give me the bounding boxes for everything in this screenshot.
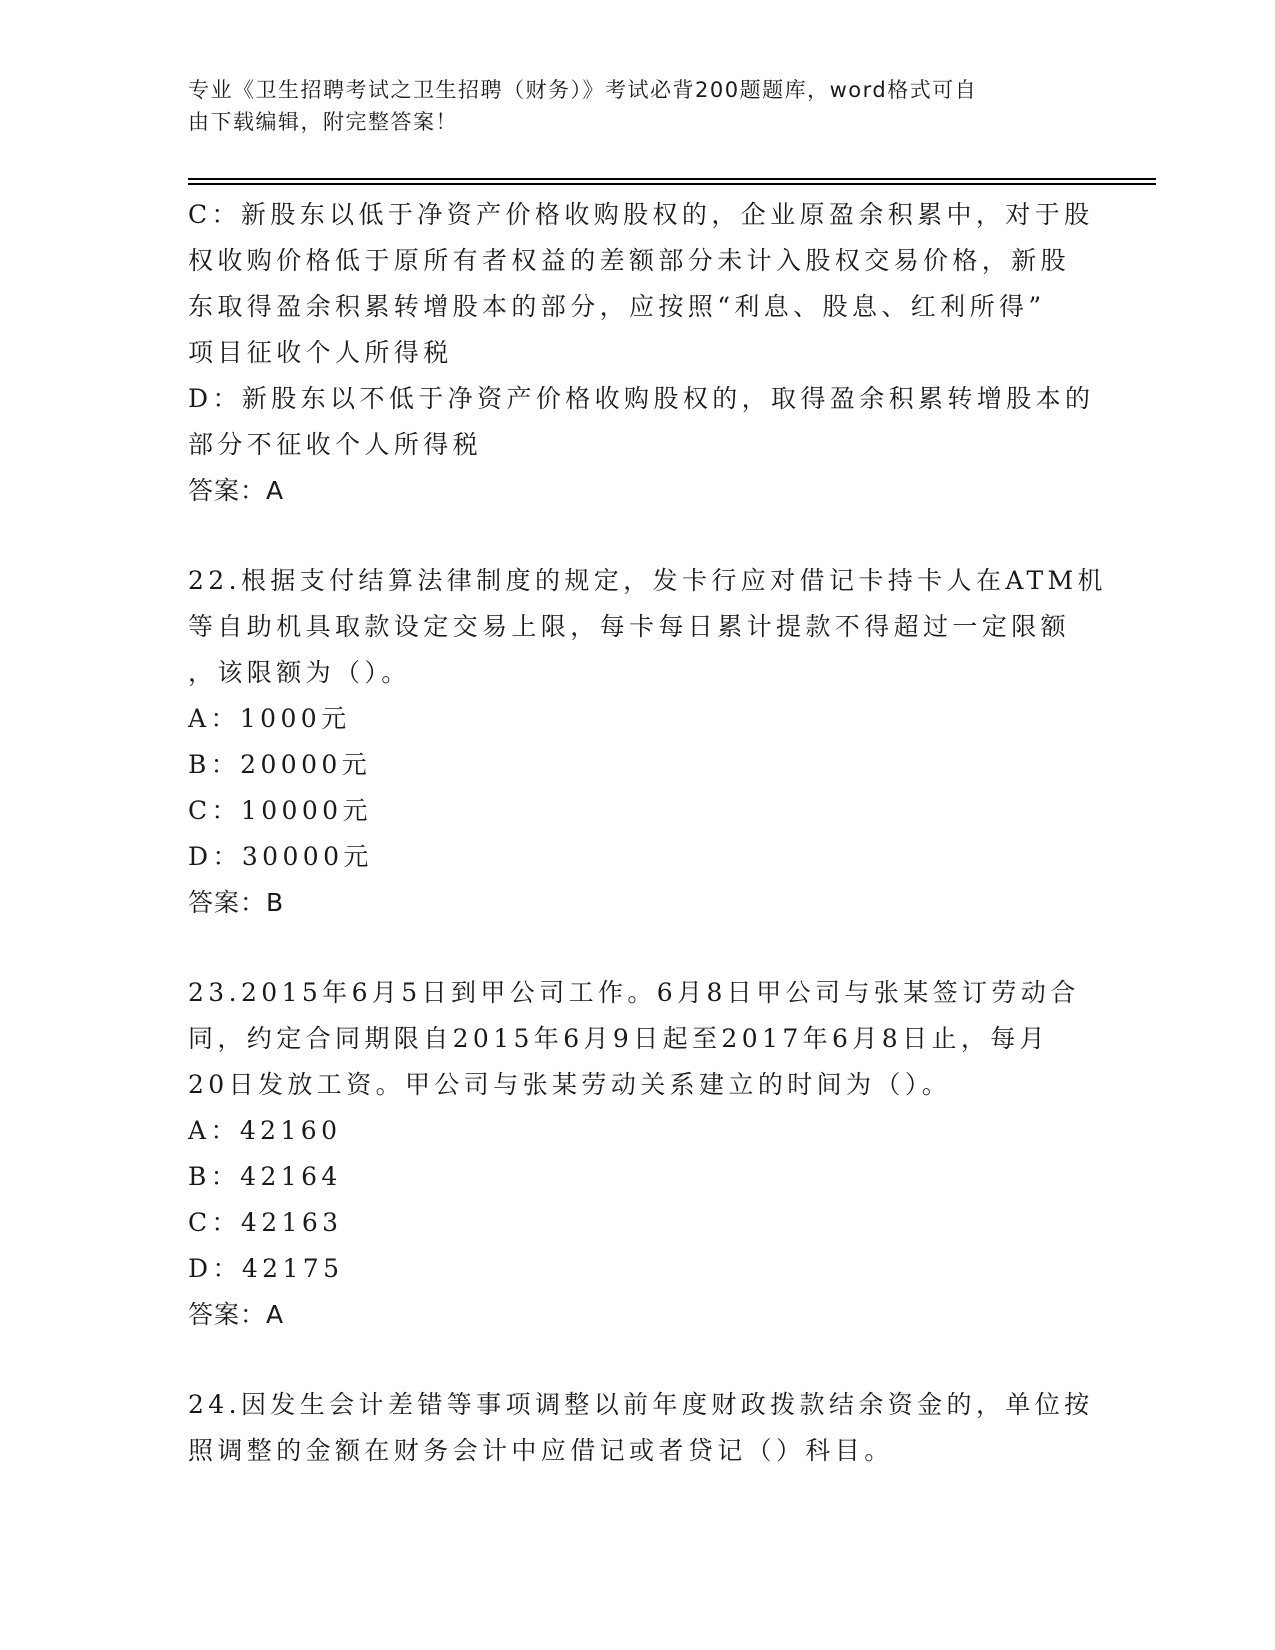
document-header	[188, 74, 1088, 138]
question-stem-line: ，该限额为（）。	[188, 658, 411, 687]
question-23	[188, 970, 1088, 1338]
option-b: B：42164	[188, 1162, 342, 1191]
spacer	[188, 926, 1088, 970]
option-c: C：42163	[188, 1208, 343, 1237]
question-stem-line: 23.2015年6月5日到甲公司工作。6月8日甲公司与张某签订劳动合	[188, 978, 1080, 1007]
option-d: D：42175	[188, 1254, 344, 1283]
question-stem-line: 22.根据支付结算法律制度的规定，发卡行应对借记卡持卡人在ATM机	[188, 566, 1107, 595]
header-line-2: 由下载编辑，附完整答案！	[188, 110, 458, 134]
spacer	[188, 514, 1088, 558]
question-24	[188, 1382, 1094, 1474]
header-rule-top	[188, 178, 1156, 180]
question-stem-line: 等自助机具取款设定交易上限，每卡每日累计提款不得超过一定限额	[188, 612, 1071, 641]
option-a: A：1000元	[188, 704, 351, 733]
option-b: B：20000元	[188, 750, 372, 779]
option-c-line: 东取得盈余积累转增股本的部分，应按照“利息、股息、红利所得”	[188, 292, 1046, 321]
answer-line: 答案：A	[188, 476, 285, 505]
option-d-line: 部分不征收个人所得税	[188, 430, 483, 459]
answer-line: 答案：B	[188, 888, 285, 917]
option-c-line: 项目征收个人所得税	[188, 338, 453, 367]
question-stem-line: 24.因发生会计差错等事项调整以前年度财政拨款结余资金的，单位按	[188, 1390, 1094, 1419]
option-c-line: 权收购价格低于原所有者权益的差额部分未计入股权交易价格，新股	[188, 246, 1071, 275]
question-stem-line: 同，约定合同期限自2015年6月9日起至2017年6月8日止，每月	[188, 1024, 1050, 1053]
header-line-1: 专业《卫生招聘考试之卫生招聘（财务）》考试必背200题题库，word格式可自	[188, 78, 978, 102]
header-rule-bottom	[188, 183, 1156, 185]
option-a: A：42160	[188, 1116, 342, 1145]
question-stem-line: 照调整的金额在财务会计中应借记或者贷记（）科目。	[188, 1436, 894, 1465]
option-c-line: C：新股东以低于净资产价格收购股权的，企业原盈余积累中，对于股	[188, 200, 1094, 229]
option-d-line: D：新股东以不低于净资产价格收购股权的，取得盈余积累转增股本的	[188, 384, 1095, 413]
answer-line: 答案：A	[188, 1300, 285, 1329]
question-22	[188, 558, 1107, 926]
document-body	[188, 192, 1107, 1474]
question-21-continuation	[188, 192, 1095, 514]
option-d: D：30000元	[188, 842, 373, 871]
question-stem-line: 20日发放工资。甲公司与张某劳动关系建立的时间为（）。	[188, 1070, 952, 1099]
option-c: C：10000元	[188, 796, 372, 825]
spacer	[188, 1338, 1088, 1382]
